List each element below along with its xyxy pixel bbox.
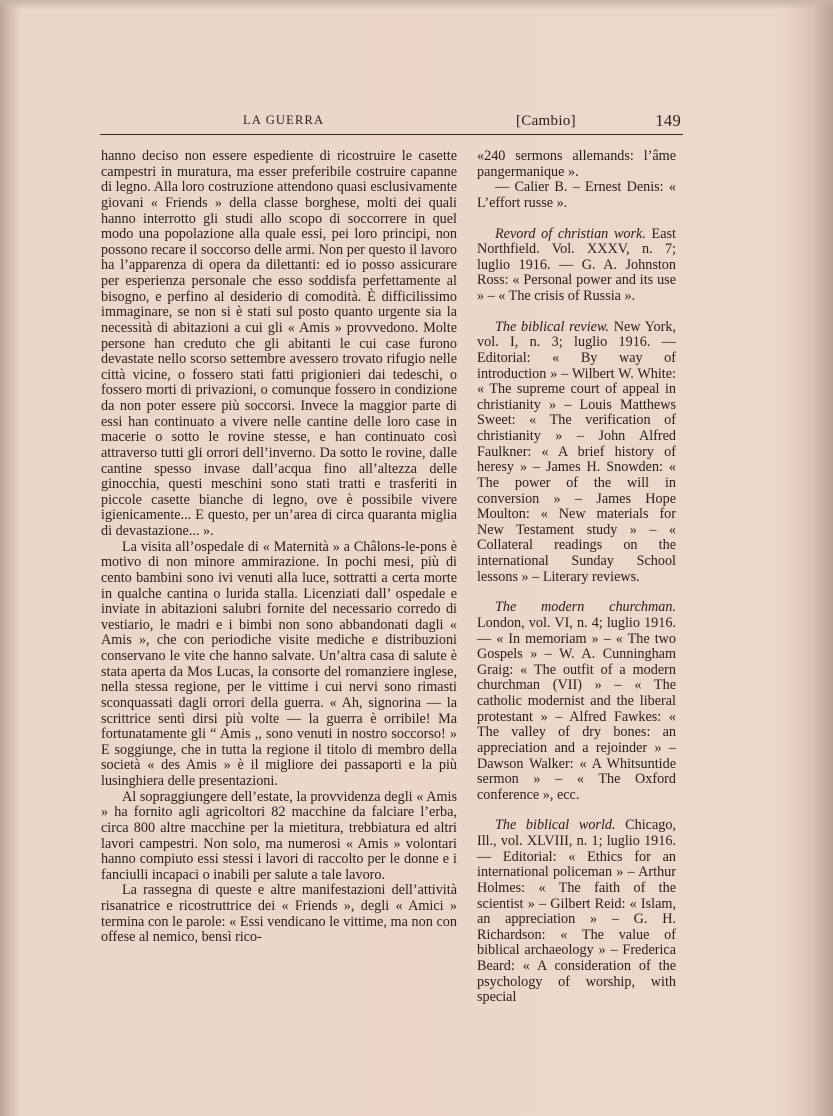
running-head [243,113,681,135]
journal-title: The modern churchman. [495,599,676,616]
left-column [101,149,457,946]
paragraph: Al sopraggiungere dell’estate, la provvidenza degli « Amis » ha fornito agli agricoltori 82 macchine da falciare l’erba, circa 800 altre macchine per la mietitura, trebbiatura ed altri lavori campestri. Non solo, ma numerosi « Amis » volontari hanno compiuto essi stessi i lavori di raccolto per le donne e i fanciulli incapaci o inabili per salute a tale lavoro. [101,788,457,883]
header-rule [100,134,683,135]
journal-entry [477,320,676,586]
journal-title: The biblical world. [495,817,616,834]
entry-text: New York, vol. I, n. 3; luglio 1916. — Editorial: « By way of introduction » – Wilbert W. White: « The supreme court of appeal in christianity » – Louis Matthews Sweet: « The verification of christianity » – John Alfred Faulkner: « A brief history of heresy » – James H. Snowden: « The power of the will in conversion » – James Hope Moulton: « New materials for New Testament study » – « Collateral readings on the international Sunday School lessons » – Literary reviews. [477,318,676,585]
entry-paragraph [477,227,676,305]
paragraph: La visita all’ospedale di « Maternità » a Châlons-le-pons è motivo di non minore ammirazione. In pochi mesi, più di cento bambini sono ivi venuti alla luce, sottratti a certa morte in qualche cantina o lurida stalla. Licenziati dall’ ospedale e inviate in abitazioni salubri fornite del necessario corredo di vestiario, le madri e i bimbi non sono abbandonati dagli « Amis », che con periodiche visite mediche e distribuzioni conservano le vite che hanno salvate. Un’altra casa di salute è stata aperta da Mos Lucas, la consorte del romanziere inglese, nella stessa regione, per le vittime i cui nervi sono rimasti sconquassati dagli orrori della guerra. « Ah, signorina — la scrittrice sentì dirsi più volte — la guerra è orribile! Ma fortunatamente gli “ Amis ,, sono venuti in nostro soccorso! » E soggiunge, che in tutta la regione il titolo di membro della società « des Amis » è il migliore dei passaporti e la più lusinghiera delle presentazioni. [101,538,457,789]
entry-text: «240 sermons allemands: l’âme pangermanique ». [477,148,676,180]
continued-entry [477,149,676,212]
journal-entry [477,600,676,803]
page-number: 149 [655,111,681,130]
journal-entry [477,227,676,305]
entry-paragraph [477,818,676,1006]
paragraph: La rassegna di queste e altre manifestazioni dell’attività risanatrice e ricostruttrice dei « Friends », degli « Amici » termina con le parole: « Essi vendicano le vittime, ma non con offese al nemico, bensì rico- [101,882,457,946]
entry-paragraph [477,320,676,586]
page-top-edge [0,0,833,10]
entry-text: London, vol. VI, n. 4; luglio 1916. — « In memoriam » – « The two Gospels » – W. A. Cunningham Graig: « The outfit of a modern churchman (VII) » – « The catholic modernist and the liberal protestant » – Alfred Fawkes: « The valley of dry bones: an appreciation and a rejoinder » – Dawson Walker: « A Whitsuntide sermon » – « The Oxford conference », ecc. [477,614,676,803]
journal-title: The biblical review. [495,318,609,335]
journal-entry [477,818,676,1006]
entry-text: Chicago, Ill., vol. XLVIII, n. 1; luglio 1916. — Editorial: « Ethics for an international policeman » – Arthur Holmes: « The faith of the scientist » – Gilbert Reid: « Islam, an appreciation » – G. H. Richardson: « The value of biblical archaeology » – Frederica Beard: « A consideration of the psychology of worship, with special [477,817,676,1006]
entry-text: East Northfield. Vol. XXXV, n. 7; luglio 1916. — G. A. Johnston Ross: « Personal power and its use » – « The crisis of Russia ». [477,225,676,304]
paragraph: hanno deciso non essere espediente di ricostruire le casette campestri in muratura, ma esser preferibile costruire capanne di legno. Alla loro costruzione attendono quasi esclusivamente giovani « Friends » della classe borghese, molti dei quali hanno interrotto gli studi allo scopo di soccorrere in quel modo una popolazione alla quale essi, pei loro principi, non possono recare il soccorso delle armi. Non per questo il lavoro ha l’apparenza di opera da dilettanti: ed io posso assicurare per esperienza personale che esso soddisfa perfettamente al bisogno, e perfino al desiderio di comodità. È difficilissimo immaginare, se non si è stati sul posto quanto urgente sia la necessità di abitazioni a cui gli « Amis » provvedono. Molte persone han creduto che gli abitanti le cui case furono devastate nello scorso settembre avessero trovato rifugio nelle città vicine, o fossero stati fatti prigionieri dai tedeschi, o fossero morti di privazioni, o comunque fossero in condizione da non poter essere più soccorsi. Invece la maggior parte di essi han continuato a vivere nelle cantine delle loro case in macerie o sotto le rovine stesse, e han continuato così attraverso tutti gli orrori dell’inverno. Da sotto le rovine, dalle cantine spesso invase dall’acqua fino all’altezza delle ginocchia, questi meschini sono stati tratti e trasferiti in piccole casette bianche di legno, ove è possibile vivere igienicamente... E questo, per un’area di circa quaranta miglia di devastazione... ». [101,148,457,539]
running-head-title: LA GUERRA [243,113,325,127]
entry-paragraph [477,600,676,803]
running-head-section: [Cambio] [516,113,576,129]
entry-text: — Calier B. – Ernest Denis: « L’effort russe ». [477,179,676,211]
right-column [477,149,676,1021]
journal-title: Revord of christian work. [495,225,646,242]
